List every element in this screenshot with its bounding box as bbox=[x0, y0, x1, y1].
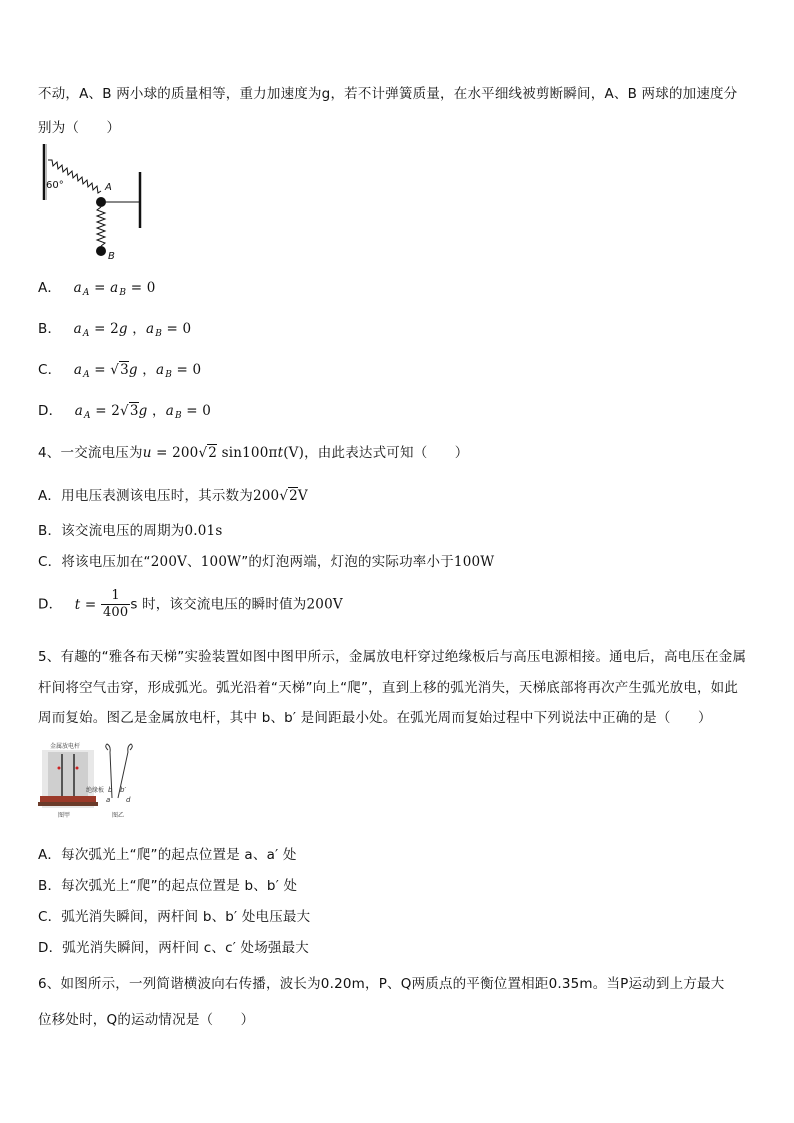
q6-stem-line2: 位移处时，Q的运动情况是（ ） bbox=[38, 1012, 255, 1028]
q5-option-c[interactable]: C．弧光消失瞬间，两杆间 b、b′ 处电压最大 bbox=[38, 909, 311, 925]
q4-stem: 4、一交流电压为u = 200√2 sin100πt(V)，由此表达式可知（ ） bbox=[38, 445, 469, 461]
q3-option-c[interactable]: C． $a_A = √3g$ ，$a_B = 0$ bbox=[38, 362, 202, 380]
q3-spring-figure bbox=[36, 142, 156, 264]
q3-option-d[interactable]: D． $a_A = 2√3g$ ，$a_B = 0$ bbox=[38, 403, 212, 421]
label-board: 绝缘板 bbox=[86, 787, 105, 794]
pt-b-prime: b′ bbox=[120, 786, 127, 794]
q4-option-a[interactable]: A．用电压表测该电压时，其示数为200√2V bbox=[38, 488, 308, 504]
pt-a: a bbox=[106, 796, 111, 804]
q5-jacob-ladder-figure bbox=[38, 740, 158, 820]
q6-stem-line1: 6、如图所示，一列简谐横波向右传播，波长为0.20m，P、Q两质点的平衡位置相距0.35m。当P运动到上方最大 bbox=[38, 976, 725, 992]
q5-stem-line2: 杆间将空气击穿，形成弧光。弧光沿着“天梯”向上“爬”，直到上移的弧光消失，天梯底部将再次产生弧光放电，如此 bbox=[38, 680, 739, 696]
pt-b: b bbox=[108, 786, 113, 794]
label-jia: 图甲 bbox=[58, 812, 71, 819]
q5-option-a[interactable]: A．每次弧光上“爬”的起点位置是 a、a′ 处 bbox=[38, 847, 297, 863]
angle-label: 60° bbox=[46, 180, 64, 191]
q3-intro-line1: 不动，A、B 两小球的质量相等，重力加速度为g，若不计弹簧质量，在水平细线被剪断瞬间，A、B 两球的加速度分 bbox=[38, 86, 738, 102]
q5-option-d[interactable]: D．弧光消失瞬间，两杆间 c、c′ 处场强最大 bbox=[38, 940, 309, 956]
q3-option-a[interactable]: A． $a_A = a_B = 0$ bbox=[38, 280, 156, 298]
label-a: A bbox=[105, 182, 112, 193]
q4-option-c[interactable]: C．将该电压加在“200V、100W”的灯泡两端，灯泡的实际功率小于100W bbox=[38, 554, 495, 570]
q4-option-d[interactable]: D． t = $\frac{1}{400}$ s 时，该交流电压的瞬时值为200V bbox=[38, 588, 343, 620]
q4-option-b[interactable]: B．该交流电压的周期为0.01s bbox=[38, 523, 223, 539]
label-yi: 图乙 bbox=[112, 812, 125, 819]
q5-stem-line1: 5、有趣的“雅各布天梯”实验装置如图中图甲所示，金属放电杆穿过绝缘板后与高压电源相接。通电后，高电压在金属 bbox=[38, 649, 747, 665]
q5-option-b[interactable]: B．每次弧光上“爬”的起点位置是 b、b′ 处 bbox=[38, 878, 298, 894]
ball-a bbox=[96, 197, 106, 207]
ball-b bbox=[96, 246, 106, 256]
fraction: $\frac{1}{400}$ bbox=[102, 588, 129, 620]
pt-d: d bbox=[126, 796, 131, 804]
q3-option-b[interactable]: B． $a_A = 2g$ ，$a_B = 0$ bbox=[38, 321, 192, 339]
q3-intro-line2: 别为（ ） bbox=[38, 120, 121, 136]
q5-stem-line3: 周而复始。图乙是金属放电杆，其中 b、b′ 是间距最小处。在弧光周而复始过程中下列说法中正确的是（ ） bbox=[38, 710, 712, 726]
label-rod: 金属放电杆 bbox=[50, 743, 81, 750]
label-b: B bbox=[108, 251, 115, 262]
